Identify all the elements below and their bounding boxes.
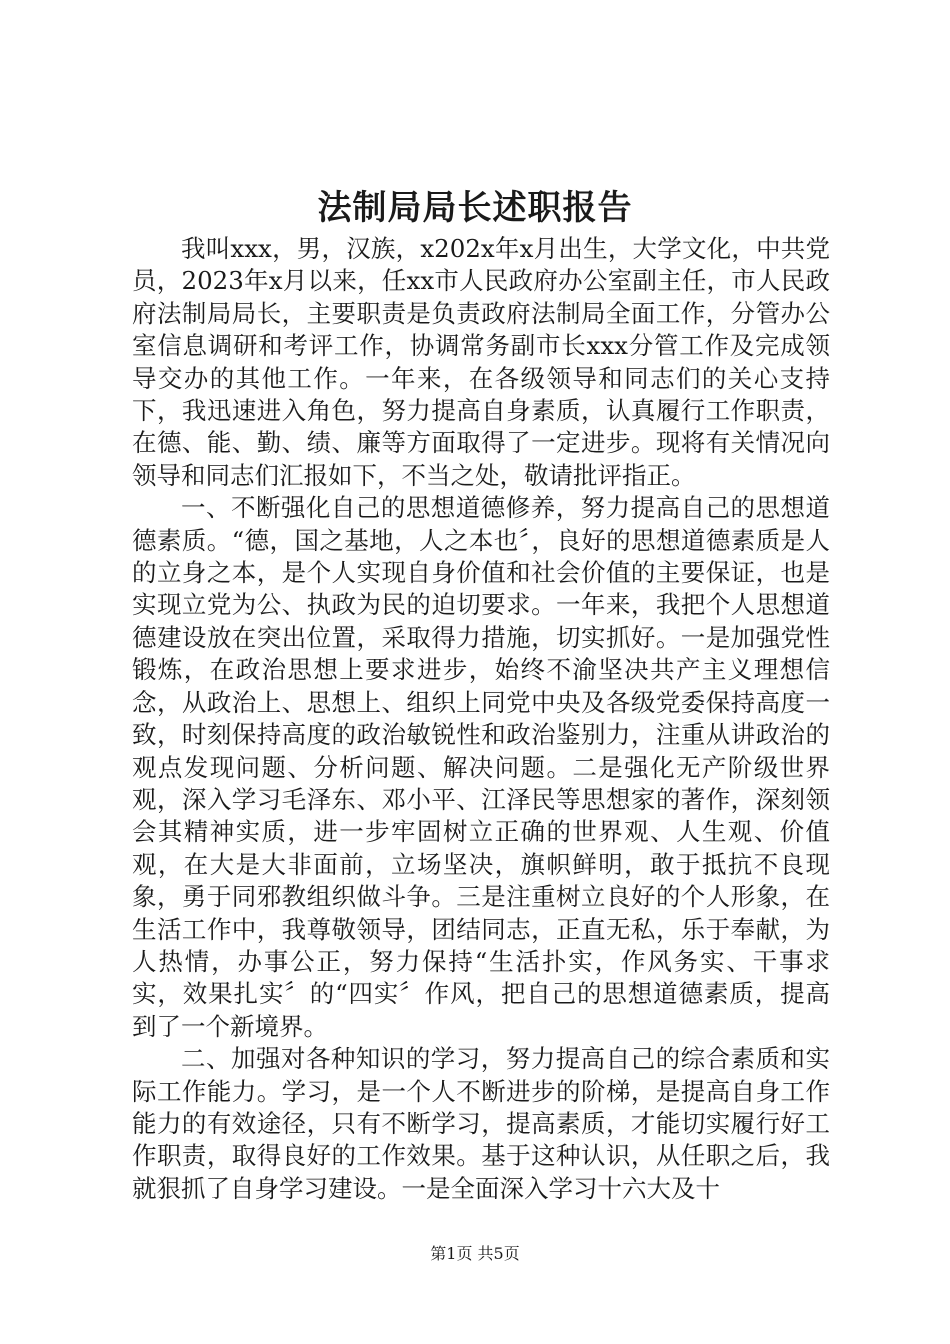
paragraph-section-two: 二、加强对各种知识的学习，努力提高自己的综合素质和实际工作能力。学习，是一个人不断进步的阶梯，是提高自身工作能力的有效途径，只有不断学习，提高素质，才能切实履行好工作职责，取得良好的工作效果。基于这种认识，从任职之后，我就狠抓了自身学习建设。一是全面深入学习十六大及十 bbox=[132, 1044, 830, 1203]
page-number-footer: 第1页 共5页 bbox=[430, 1244, 520, 1263]
document-body bbox=[132, 233, 830, 1205]
document-title: 法制局局长述职报告 bbox=[317, 188, 633, 228]
paragraph-intro: 我叫xxx，男，汉族，x202x年x月出生，大学文化，中共党员，2023年x月以来，任xx市人民政府办公室副主任，市人民政府法制局局长，主要职责是负责政府法制局全面工作，分管办公室信息调研和考评工作，协调常务副市长xxx分管工作及完成领导交办的其他工作。一年来，在各级领导和同志们的关心支持下，我迅速进入角色，努力提高自身素质，认真履行工作职责，在德、能、勤、绩、廉等方面取得了一定进步。现将有关情况向领导和同志们汇报如下，不当之处，敬请批评指正。 bbox=[132, 234, 830, 490]
paragraph-section-one: 一、不断强化自己的思想道德修养，努力提高自己的思想道德素质。“德，国之基地，人之本也〞，良好的思想道德素质是人的立身之本，是个人实现自身价值和社会价值的主要保证，也是实现立党为公、执政为民的迫切要求。一年来，我把个人思想道德建设放在突出位置，采取得力措施，切实抓好。一是加强党性锻炼，在政治思想上要求进步，始终不渝坚决共产主义理想信念，从政治上、思想上、组织上同党中央及各级党委保持高度一致，时刻保持高度的政治敏锐性和政治鉴别力，注重从讲政治的观点发现问题、分析问题、解决问题。二是强化无产阶级世界观，深入学习毛泽东、邓小平、江泽民等思想家的著作，深刻领会其精神实质，进一步牢固树立正确的世界观、人生观、价值观，在大是大非面前，立场坚决，旗帜鲜明，敢于抵抗不良现象，勇于同邪教组织做斗争。三是注重树立良好的个人形象，在生活工作中，我尊敬领导，团结同志，正直无私，乐于奉献，为人热情，办事公正，努力保持“生活扑实，作风务实、干事求实，效果扎实〞的“四实〞作风，把自己的思想道德素质，提高到了一个新境界。 bbox=[132, 493, 830, 1041]
